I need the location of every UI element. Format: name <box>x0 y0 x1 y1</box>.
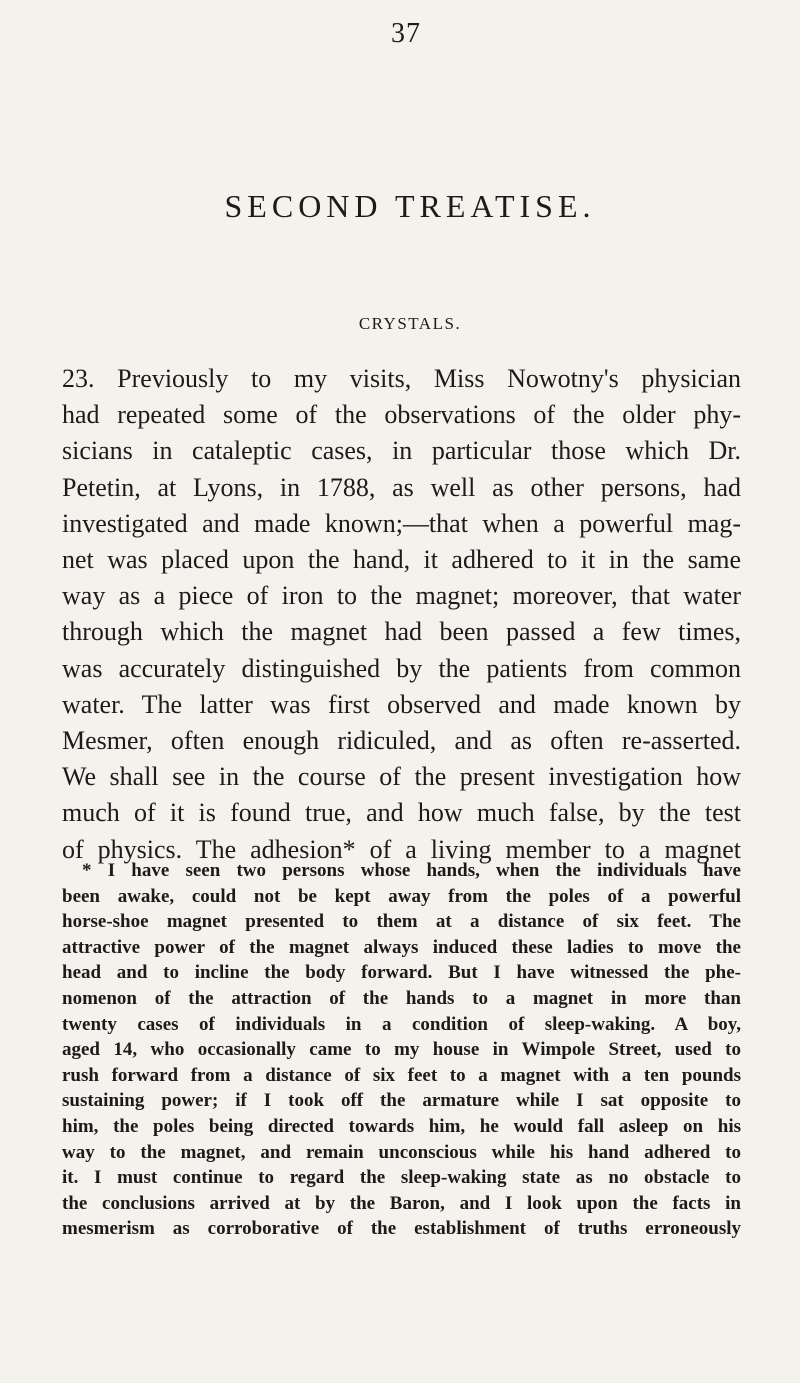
body-line: We shall see in the course of the present investigation how <box>62 762 741 792</box>
treatise-title: SECOND TREATISE. <box>224 188 596 224</box>
body-line: net was placed upon the hand, it adhered to it in the same <box>62 545 741 575</box>
body-line: of physics. The adhesion* of a living member to a magnet <box>62 834 741 864</box>
body-line: investigated and made known;—that when a powerful mag- <box>62 508 741 538</box>
body-line: had repeated some of the observations of the older phy- <box>62 400 741 430</box>
body-line: was accurately distinguished by the patients from common <box>62 653 741 683</box>
body-line: water. The latter was first observed and made known by <box>62 689 741 719</box>
footnote-line: him, the poles being directed towards him, he would fall asleep on his <box>62 1115 741 1137</box>
footnote-line: aged 14, who occasionally came to my house in Wimpole Street, used to <box>62 1039 741 1061</box>
body-line: through which the magnet had been passed a few times, <box>62 617 741 647</box>
footnote-line: been awake, could not be kept away from the poles of a powerful <box>62 885 741 907</box>
footnote <box>62 858 741 1242</box>
footnote-line: nomenon of the attraction of the hands to a magnet in more than <box>62 987 741 1009</box>
footnote-line: head and to incline the body forward. But I have witnessed the phe- <box>62 962 741 984</box>
footnote-line: the conclusions arrived at by the Baron, and I look upon the facts in <box>62 1192 741 1214</box>
footnote-line: rush forward from a distance of six feet to a magnet with a ten pounds <box>62 1064 741 1086</box>
page-number: 37 <box>391 18 421 49</box>
footnote-line: mesmerism as corroborative of the establishment of truths erroneously <box>62 1218 741 1240</box>
footnote-line: way to the magnet, and remain unconscious while his hand adhered to <box>62 1141 741 1163</box>
body-line: way as a piece of iron to the magnet; moreover, that water <box>62 581 741 611</box>
body-line: much of it is found true, and how much false, by the test <box>62 798 741 828</box>
body-paragraph <box>62 361 741 868</box>
body-line: 23. Previously to my visits, Miss Nowotny's physician <box>62 364 741 393</box>
footnote-line: * I have seen two persons whose hands, when the individuals have <box>82 860 741 881</box>
footnote-line: attractive power of the magnet always induced these ladies to move the <box>62 936 741 958</box>
body-line: sicians in cataleptic cases, in particular those which Dr. <box>62 436 741 466</box>
footnote-line: twenty cases of individuals in a condition of sleep-waking. A boy, <box>62 1013 741 1035</box>
body-line: Petetin, at Lyons, in 1788, as well as other persons, had <box>62 472 741 502</box>
footnote-line: sustaining power; if I took off the armature while I sat opposite to <box>62 1090 741 1112</box>
body-line: Mesmer, often enough ridiculed, and as often re-asserted. <box>62 726 741 756</box>
footnote-line: it. I must continue to regard the sleep-waking state as no obstacle to <box>62 1167 741 1189</box>
section-heading: CRYSTALS. <box>358 314 462 333</box>
footnote-line: horse-shoe magnet presented to them at a distance of six feet. The <box>62 911 741 933</box>
